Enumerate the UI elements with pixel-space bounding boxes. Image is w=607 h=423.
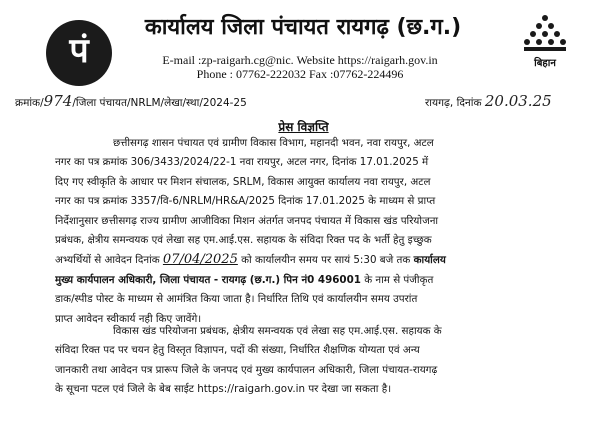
handwritten-date: 20.03.25 [484,92,552,110]
paragraph-line: निर्देशानुसार छत्तीसगढ़ राज्य ग्रामीण आजीविका मिशन अंतर्गत जनपद पंचायत में विकास खंड परियोजना [55,214,439,227]
line-text: अभ्यर्थियों से आवेदन दिनांक [55,254,163,267]
reference-date [425,92,552,110]
paragraph-line: प्रबंधक, क्षेत्रीय समन्वयक एवं लेखा सह एम.आई.एस. सहायक के संविदा रिक्त पद के भर्ती हेतु इच्छुक [55,234,432,247]
paragraph-line: नगर का पत्र क्रमांक 306/3433/2024/22-1 नवा रायपुर, अटल नगर, दिनांक 17.01.2025 में [55,156,429,169]
office-address-bold: मुख्य कार्यपालन अधिकारी, जिला पंचायत - रायगढ़ (छ.ग.) पिन नं0 496001 [55,273,361,286]
press-release-title: प्रेस विज्ञप्ति [278,120,329,134]
reference-path: /जिला पंचायत/NRLM/लेखा/स्था/2024-25 [72,97,247,109]
paragraph-line [55,250,595,270]
bihan-label: बिहान [534,58,556,69]
paragraph-line: संविदा रिक्त पद पर चयन हेतु विस्तृत विज्ञापन, पदों की संख्या, निर्धारित शैक्षणिक योग्यता एवं अन्य [55,344,420,357]
reference-place-date-label: रायगढ़, दिनांक [425,97,482,109]
line-text: के नाम से पंजीकृत [360,273,434,286]
reference-prefix: क्रमांक/ [15,97,44,109]
logo-glyph: पं [69,31,89,71]
paragraph-line: नगर का पत्र क्रमांक 3357/वि-6/NRLM/HR&A/2025 दिनांक 17.01.2025 के माध्यम से प्राप्त [55,195,436,208]
paragraph-recruitment-notice [55,134,595,329]
handwritten-reference-number: 974 [43,92,73,110]
paragraph-line: दिए गए स्वीकृति के आधार पर मिशन संचालक, SRLM, विकास आयुक्त कार्यालय नवा रायपुर, अटल [55,175,431,188]
paragraph-line: जानकारी तथा आवेदन पत्र प्रारूप जिले के जनपद एवं मुख्य कार्यपालन अधिकारी, जिला पंचायत-रायगढ़ [55,363,438,376]
bihan-people-icon [523,14,567,54]
paragraph-line: प्राप्त आवेदन स्वीकार्य नही किए जावेंगे। [55,312,202,325]
reference-number [15,92,247,110]
paragraph-line: डाक/स्पीड पोस्ट के माध्यम से आमंत्रित किया जाता है। निर्धारित तिथि एवं कार्यालयीन समय उपरांत [55,293,418,306]
email-website-line: E-mail :zp-raigarh.cg@nic. Website https://raigarh.gov.in [162,53,438,67]
phone-fax-line: Phone : 07762-222032 Fax :07762-224496 [196,67,404,81]
org-title: कार्यालय जिला पंचायत रायगढ़ (छ.ग.) [144,15,462,40]
paragraph-details-notice [55,322,595,400]
paragraph-line: के सूचना पटल एवं जिले के बेब साईट https://raigarh.gov.in पर देखा जा सकता है। [55,383,392,396]
bihan-logo [520,14,570,69]
office-address-bold: कार्यालय [413,254,446,267]
paragraph-line: विकास खंड परियोजना प्रबंधक, क्षेत्रीय समन्वयक एवं लेखा सह एम.आई.एस. सहायक के [113,325,442,337]
paragraph-line: छत्तीसगढ़ शासन पंचायत एवं ग्रामीण विकास विभाग, महानदी भवन, नवा रायपुर, अटल [113,137,434,149]
zila-panchayat-logo [46,20,112,86]
paragraph-line [55,271,595,290]
last-date-handwritten: 07/04/2025 [162,252,238,268]
line-text: को कार्यालयीन समय पर सायं 5:30 बजे तक [237,254,414,267]
